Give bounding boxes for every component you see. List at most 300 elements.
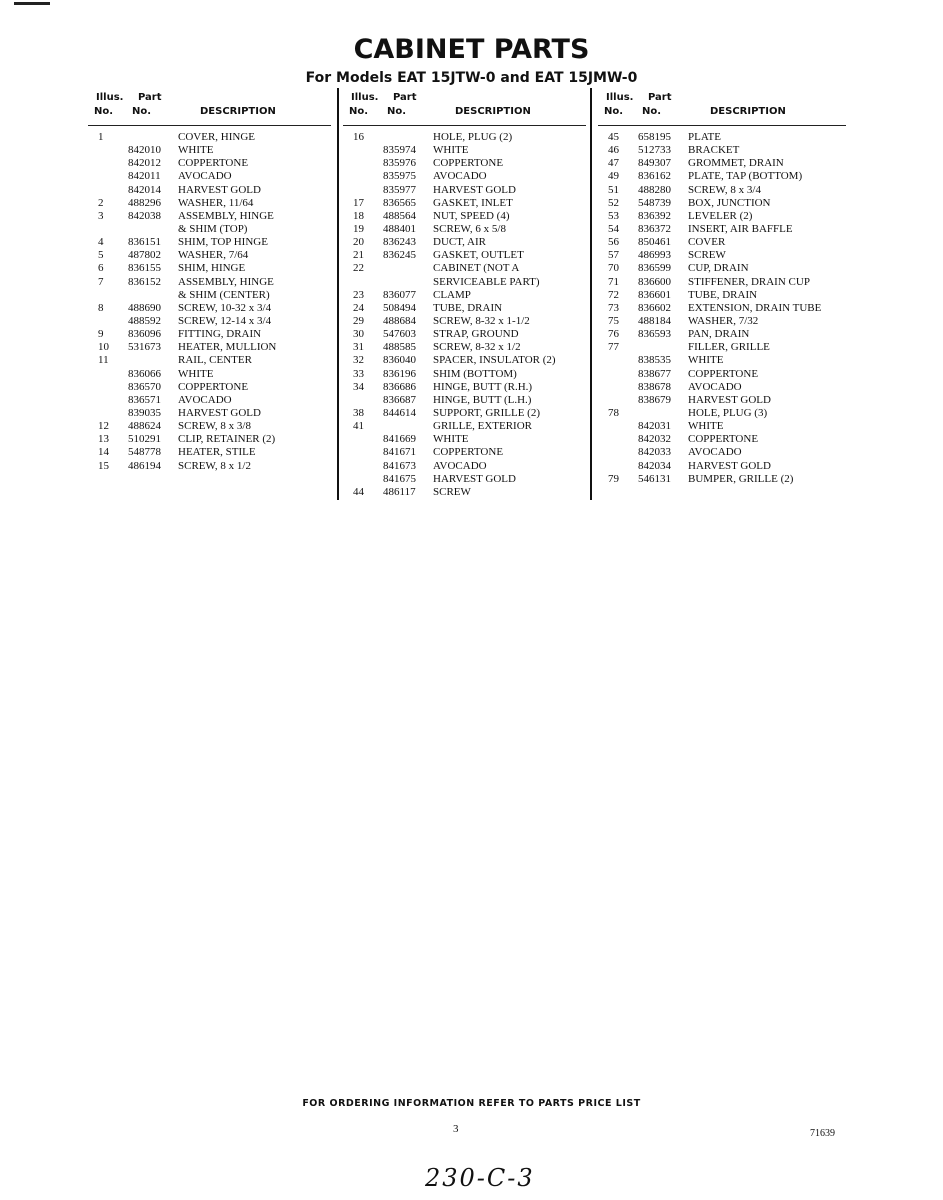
column-header	[598, 92, 846, 126]
part-row	[598, 157, 846, 170]
header-illus-top: Illus.	[606, 92, 634, 103]
scan-mark	[14, 2, 50, 5]
description: WHITE	[688, 354, 724, 367]
part-no: 836243	[383, 236, 416, 249]
header-rule	[88, 125, 331, 126]
part-row	[343, 368, 586, 381]
part-no: 850461	[638, 236, 671, 249]
column-divider	[337, 88, 339, 500]
part-row	[343, 315, 586, 328]
illus-no: 49	[608, 170, 619, 183]
header-illus-no: No.	[94, 106, 114, 117]
parts-column-2	[343, 92, 586, 499]
part-row	[598, 131, 846, 144]
page-number: 3	[453, 1123, 459, 1135]
part-no: 488624	[128, 420, 161, 433]
description: GASKET, OUTLET	[433, 249, 524, 262]
illus-no: 9	[98, 328, 104, 341]
description: SCREW, 8-32 x 1-1/2	[433, 314, 530, 327]
description: SCREW, 12-14 x 3/4	[178, 314, 272, 327]
part-row	[598, 236, 846, 249]
illus-no: 2	[98, 196, 104, 209]
part-row	[88, 315, 331, 328]
part-no: 836686	[383, 380, 416, 393]
part-no: 842011	[128, 170, 161, 183]
part-no: 547603	[383, 328, 416, 341]
description: CLAMP	[433, 288, 471, 301]
part-no: 835975	[383, 170, 416, 183]
illus-no: 47	[608, 157, 619, 170]
description: WHITE	[433, 433, 469, 446]
description: WHITE	[688, 420, 724, 433]
description: COVER	[688, 236, 726, 249]
column-header	[88, 92, 331, 126]
illus-no: 72	[608, 288, 619, 301]
description: SUPPORT, GRILLE (2)	[433, 406, 540, 419]
description: STIFFENER, DRAIN CUP	[688, 275, 810, 288]
header-part-top: Part	[648, 92, 672, 103]
description: BOX, JUNCTION	[688, 196, 771, 209]
header-part-no: No.	[387, 106, 407, 117]
part-no: 488684	[383, 314, 416, 327]
description: FILLER, GRILLE	[688, 341, 770, 354]
part-row	[343, 262, 586, 275]
illus-no: 23	[353, 288, 364, 301]
illus-no: 15	[98, 459, 109, 472]
document-code: 71639	[810, 1128, 835, 1139]
part-row	[88, 197, 331, 210]
illus-no: 5	[98, 249, 104, 262]
header-description: DESCRIPTION	[710, 106, 786, 117]
part-no: 836600	[638, 275, 671, 288]
parts-column-3	[598, 92, 846, 486]
part-no: 835976	[383, 157, 416, 170]
illus-no: 11	[98, 354, 109, 367]
illus-no: 3	[98, 209, 104, 222]
description: HINGE, BUTT (L.H.)	[433, 393, 532, 406]
part-row	[343, 473, 586, 486]
part-no: 488592	[128, 314, 161, 327]
description: COPPERTONE	[433, 446, 504, 459]
part-no: 836565	[383, 196, 416, 209]
part-row	[88, 262, 331, 275]
part-row	[343, 341, 586, 354]
description: EXTENSION, DRAIN TUBE	[688, 301, 822, 314]
illus-no: 31	[353, 341, 364, 354]
description: STRAP, GROUND	[433, 328, 519, 341]
part-row	[598, 354, 846, 367]
illus-no: 34	[353, 380, 364, 393]
part-row	[88, 302, 331, 315]
part-row	[88, 131, 331, 144]
part-no: 836245	[383, 249, 416, 262]
part-no: 841671	[383, 446, 416, 459]
description: SCREW, 8 x 3/4	[688, 183, 761, 196]
header-part-top: Part	[138, 92, 162, 103]
description: HARVEST GOLD	[433, 472, 516, 485]
illus-no: 76	[608, 328, 619, 341]
part-no: 836571	[128, 393, 161, 406]
part-row	[598, 262, 846, 275]
part-row	[598, 276, 846, 289]
header-illus-top: Illus.	[351, 92, 379, 103]
description: HEATER, MULLION	[178, 341, 277, 354]
part-row	[343, 446, 586, 459]
description: COPPERTONE	[178, 157, 249, 170]
part-no: 658195	[638, 131, 671, 143]
description: SERVICEABLE PART)	[433, 275, 540, 288]
header-part-top: Part	[393, 92, 417, 103]
part-no: 836601	[638, 288, 671, 301]
illus-no: 19	[353, 222, 364, 235]
part-row	[598, 249, 846, 262]
part-no: 842033	[638, 446, 671, 459]
part-row	[343, 407, 586, 420]
illus-no: 70	[608, 262, 619, 275]
illus-no: 16	[353, 131, 364, 143]
part-no: 838535	[638, 354, 671, 367]
part-no: 836152	[128, 275, 161, 288]
description: SCREW, 10-32 x 3/4	[178, 301, 272, 314]
part-row	[88, 210, 331, 223]
description: WASHER, 7/64	[178, 249, 249, 262]
description: COPPERTONE	[688, 367, 759, 380]
illus-no: 30	[353, 328, 364, 341]
ordering-note: FOR ORDERING INFORMATION REFER TO PARTS PRICE LIST	[302, 1098, 641, 1109]
column-divider	[590, 88, 592, 500]
description: SHIM (BOTTOM)	[433, 367, 517, 380]
description: LEVELER (2)	[688, 209, 753, 222]
illus-no: 71	[608, 275, 619, 288]
illus-no: 77	[608, 341, 619, 354]
description: COPPERTONE	[178, 380, 249, 393]
part-row	[88, 328, 331, 341]
part-no: 488401	[383, 222, 416, 235]
description: DUCT, AIR	[433, 236, 486, 249]
part-no: 842031	[638, 420, 671, 433]
description: SCREW, 8 x 1/2	[178, 459, 251, 472]
description: HARVEST GOLD	[688, 459, 771, 472]
part-no: 488296	[128, 196, 161, 209]
illus-no: 29	[353, 314, 364, 327]
illus-no: 4	[98, 236, 104, 249]
part-no: 548739	[638, 196, 671, 209]
part-row	[598, 289, 846, 302]
header-rule	[598, 125, 846, 126]
illus-no: 8	[98, 301, 104, 314]
part-no: 508494	[383, 301, 416, 314]
part-no: 510291	[128, 433, 161, 446]
part-row	[598, 368, 846, 381]
description: HEATER, STILE	[178, 446, 256, 459]
part-row	[343, 394, 586, 407]
description: SPACER, INSULATOR (2)	[433, 354, 556, 367]
part-no: 842038	[128, 209, 161, 222]
part-row	[598, 197, 846, 210]
illus-no: 12	[98, 420, 109, 433]
part-row	[88, 184, 331, 197]
part-row	[88, 446, 331, 459]
part-no: 841675	[383, 472, 416, 485]
header-description: DESCRIPTION	[200, 106, 276, 117]
header-illus-top: Illus.	[96, 92, 124, 103]
illus-no: 73	[608, 301, 619, 314]
part-row	[88, 420, 331, 433]
part-no: 546131	[638, 472, 671, 485]
part-no: 836570	[128, 380, 161, 393]
part-row	[343, 381, 586, 394]
description: PLATE	[688, 131, 721, 143]
illus-no: 41	[353, 420, 364, 433]
part-row	[598, 394, 846, 407]
part-row	[598, 460, 846, 473]
part-row	[88, 276, 331, 289]
part-no: 836066	[128, 367, 161, 380]
illus-no: 24	[353, 301, 364, 314]
part-row	[598, 170, 846, 183]
illus-no: 38	[353, 406, 364, 419]
illus-no: 46	[608, 144, 619, 157]
illus-no: 1	[98, 131, 104, 143]
part-row	[598, 381, 846, 394]
illus-no: 13	[98, 433, 109, 446]
description: COPPERTONE	[433, 157, 504, 170]
description: INSERT, AIR BAFFLE	[688, 222, 793, 235]
part-no: 836077	[383, 288, 416, 301]
part-row	[343, 131, 586, 144]
description: FITTING, DRAIN	[178, 328, 262, 341]
part-no: 844614	[383, 406, 416, 419]
part-row	[598, 420, 846, 433]
description: WHITE	[178, 367, 214, 380]
part-row	[343, 157, 586, 170]
description: BUMPER, GRILLE (2)	[688, 472, 794, 485]
part-row	[88, 460, 331, 473]
page-title: CABINET PARTS	[353, 34, 590, 65]
part-row	[88, 354, 331, 367]
part-row	[88, 249, 331, 262]
part-row	[343, 144, 586, 157]
description: SHIM, HINGE	[178, 262, 246, 275]
description: HARVEST GOLD	[433, 183, 516, 196]
part-no: 838677	[638, 367, 671, 380]
illus-no: 20	[353, 236, 364, 249]
part-row	[598, 433, 846, 446]
illus-no: 32	[353, 354, 364, 367]
part-no: 842014	[128, 183, 161, 196]
part-row	[598, 473, 846, 486]
part-row	[343, 433, 586, 446]
illus-no: 44	[353, 485, 364, 498]
description: BRACKET	[688, 144, 740, 157]
description: HINGE, BUTT (R.H.)	[433, 380, 533, 393]
part-no: 836151	[128, 236, 161, 249]
header-illus-no: No.	[604, 106, 624, 117]
description: SCREW	[688, 249, 726, 262]
part-row	[598, 328, 846, 341]
part-no: 842034	[638, 459, 671, 472]
part-no: 488585	[383, 341, 416, 354]
illus-no: 14	[98, 446, 109, 459]
description: RAIL, CENTER	[178, 354, 252, 367]
part-no: 836040	[383, 354, 416, 367]
illus-no: 22	[353, 262, 364, 275]
illus-no: 57	[608, 249, 619, 262]
description: TUBE, DRAIN	[688, 288, 758, 301]
part-row	[598, 302, 846, 315]
part-row	[88, 144, 331, 157]
illus-no: 17	[353, 196, 364, 209]
part-no: 836687	[383, 393, 416, 406]
part-row	[343, 197, 586, 210]
description: AVOCADO	[433, 459, 487, 472]
part-no: 486117	[383, 485, 416, 498]
description: CABINET (NOT A	[433, 262, 520, 275]
part-row	[343, 249, 586, 262]
description: AVOCADO	[433, 170, 487, 183]
illus-no: 78	[608, 406, 619, 419]
part-row	[343, 236, 586, 249]
description: AVOCADO	[688, 446, 742, 459]
part-no: 836196	[383, 367, 416, 380]
part-no: 842012	[128, 157, 161, 170]
part-row	[598, 184, 846, 197]
part-no: 487802	[128, 249, 161, 262]
description: WHITE	[178, 144, 214, 157]
illus-no: 53	[608, 209, 619, 222]
header-part-no: No.	[642, 106, 662, 117]
description: AVOCADO	[688, 380, 742, 393]
part-row	[598, 223, 846, 236]
part-no: 836602	[638, 301, 671, 314]
part-row	[598, 210, 846, 223]
part-no: 849307	[638, 157, 671, 170]
part-row	[88, 289, 331, 302]
part-row	[88, 236, 331, 249]
description: & SHIM (CENTER)	[178, 288, 270, 301]
description: COPPERTONE	[688, 433, 759, 446]
description: WHITE	[433, 144, 469, 157]
parts-column-1	[88, 92, 331, 473]
description: ASSEMBLY, HINGE	[178, 275, 274, 288]
handwritten-note: 230-C-3	[425, 1164, 535, 1192]
description: SCREW, 8 x 3/8	[178, 420, 251, 433]
header-description: DESCRIPTION	[455, 106, 531, 117]
description: GROMMET, DRAIN	[688, 157, 784, 170]
description: CUP, DRAIN	[688, 262, 749, 275]
part-row	[343, 210, 586, 223]
illus-no: 33	[353, 367, 364, 380]
description: ASSEMBLY, HINGE	[178, 209, 274, 222]
part-no: 486993	[638, 249, 671, 262]
part-row	[88, 433, 331, 446]
description: GRILLE, EXTERIOR	[433, 420, 532, 433]
part-no: 841673	[383, 459, 416, 472]
part-no: 486194	[128, 459, 161, 472]
part-no: 838679	[638, 393, 671, 406]
part-row	[343, 328, 586, 341]
part-no: 531673	[128, 341, 161, 354]
illus-no: 10	[98, 341, 109, 354]
part-no: 835974	[383, 144, 416, 157]
description: GASKET, INLET	[433, 196, 513, 209]
part-row	[598, 446, 846, 459]
part-row	[598, 144, 846, 157]
part-no: 836155	[128, 262, 161, 275]
part-row	[598, 315, 846, 328]
description: PAN, DRAIN	[688, 328, 750, 341]
description: SHIM, TOP HINGE	[178, 236, 268, 249]
part-row	[343, 276, 586, 289]
part-no: 488564	[383, 209, 416, 222]
illus-no: 21	[353, 249, 364, 262]
description: HOLE, PLUG (3)	[688, 406, 768, 419]
part-no: 512733	[638, 144, 671, 157]
illus-no: 45	[608, 131, 619, 143]
description: AVOCADO	[178, 393, 232, 406]
part-row	[88, 407, 331, 420]
part-no: 836096	[128, 328, 161, 341]
description: SCREW, 8-32 x 1/2	[433, 341, 521, 354]
header-illus-no: No.	[349, 106, 369, 117]
description: HARVEST GOLD	[178, 183, 261, 196]
description: TUBE, DRAIN	[433, 301, 503, 314]
illus-no: 79	[608, 472, 619, 485]
part-row	[343, 460, 586, 473]
description: HOLE, PLUG (2)	[433, 131, 513, 143]
part-row	[88, 170, 331, 183]
part-no: 488690	[128, 301, 161, 314]
part-no: 842010	[128, 144, 161, 157]
part-row	[598, 341, 846, 354]
header-rule	[343, 125, 586, 126]
part-row	[343, 170, 586, 183]
part-no: 841669	[383, 433, 416, 446]
part-row	[343, 184, 586, 197]
description: & SHIM (TOP)	[178, 222, 248, 235]
illus-no: 51	[608, 183, 619, 196]
description: SCREW, 6 x 5/8	[433, 222, 506, 235]
column-header	[343, 92, 586, 126]
part-row	[88, 341, 331, 354]
part-row	[343, 223, 586, 236]
part-row	[343, 486, 586, 499]
description: WASHER, 11/64	[178, 196, 254, 209]
part-row	[88, 223, 331, 236]
illus-no: 7	[98, 275, 104, 288]
part-row	[598, 407, 846, 420]
description: HARVEST GOLD	[688, 393, 771, 406]
part-no: 836372	[638, 222, 671, 235]
part-no: 836593	[638, 328, 671, 341]
header-part-no: No.	[132, 106, 152, 117]
part-no: 488280	[638, 183, 671, 196]
description: HARVEST GOLD	[178, 406, 261, 419]
description: CLIP, RETAINER (2)	[178, 433, 276, 446]
part-row	[343, 302, 586, 315]
illus-no: 75	[608, 314, 619, 327]
part-row	[343, 354, 586, 367]
part-row	[88, 394, 331, 407]
description: WASHER, 7/32	[688, 314, 759, 327]
illus-no: 18	[353, 209, 364, 222]
part-no: 842032	[638, 433, 671, 446]
part-no: 836162	[638, 170, 671, 183]
part-no: 836392	[638, 209, 671, 222]
part-row	[88, 157, 331, 170]
part-no: 548778	[128, 446, 161, 459]
description: PLATE, TAP (BOTTOM)	[688, 170, 803, 183]
